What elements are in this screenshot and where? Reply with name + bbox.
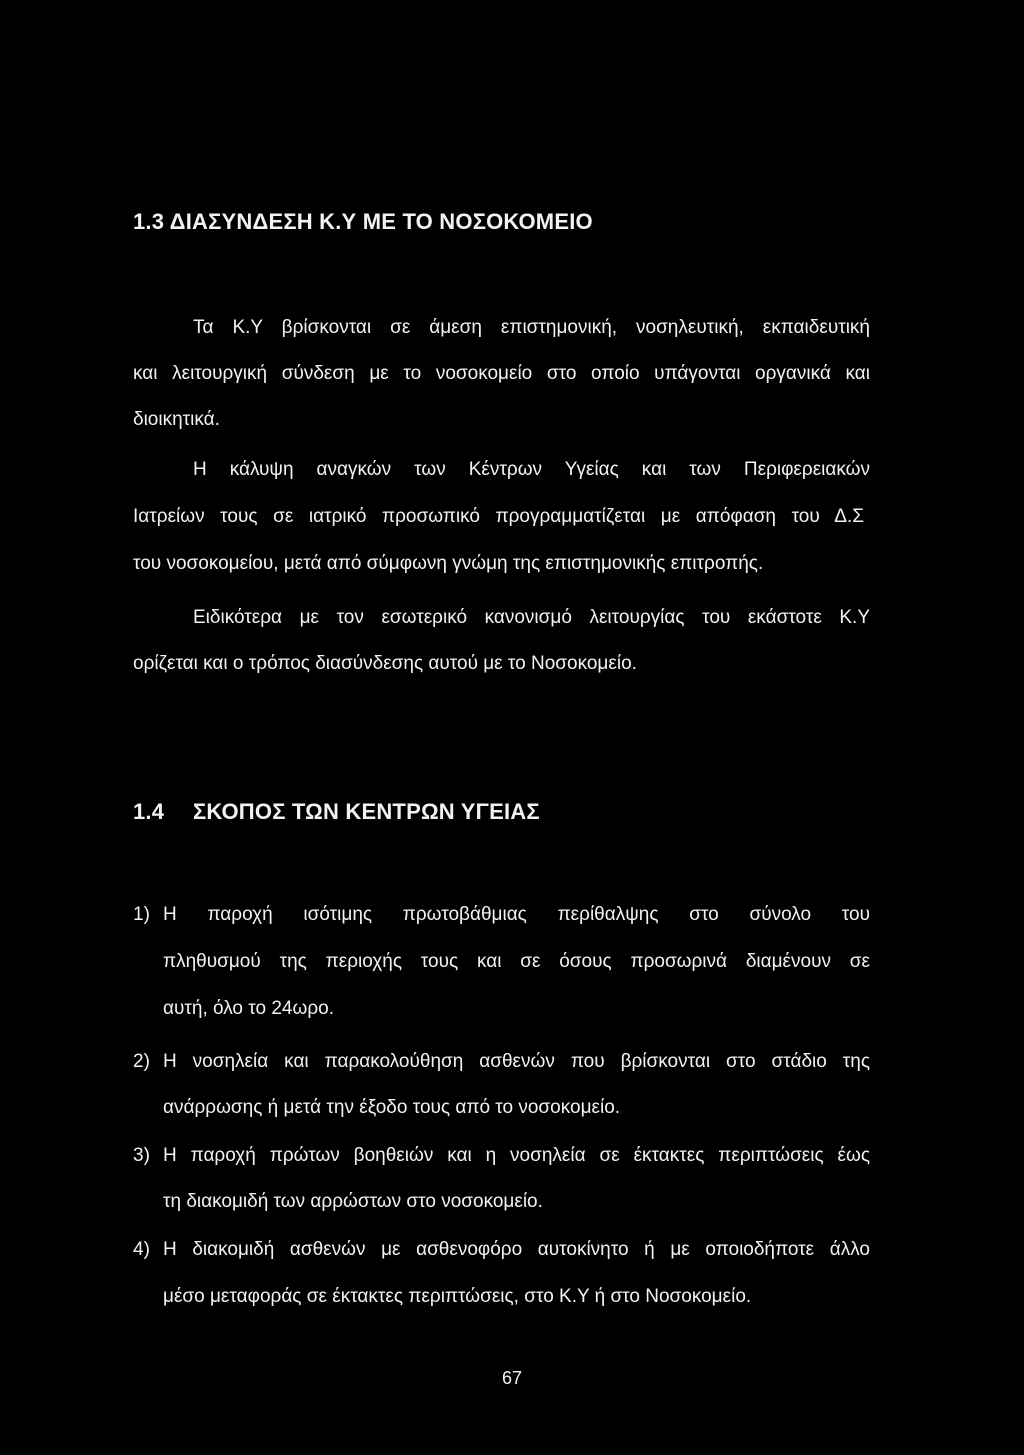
paragraph-line: Ιατρείων τους σε ιατρικό προσωπικό προγραμματίζεται με απόφαση του Δ.Σ	[133, 506, 864, 527]
list-item-line: τη διακομιδή των αρρώστων στο νοσοκομείο.	[163, 1191, 543, 1212]
paragraph-line: ορίζεται και ο τρόπος διασύνδεσης αυτού με το Νοσοκομείο.	[133, 653, 637, 674]
list-item-line: Η παροχή ισότιμης πρωτοβάθμιας περίθαλψης στο σύνολο του	[163, 904, 870, 925]
list-item-number: 2)	[133, 1051, 150, 1072]
list-item-line: πληθυσμού της περιοχής τους και σε όσους προσωρινά διαμένουν σε	[163, 951, 870, 972]
list-item-number: 4)	[133, 1239, 150, 1260]
section-1-3-heading: 1.3 ΔΙΑΣΥΝΔΕΣΗ Κ.Υ ΜΕ ΤΟ ΝΟΣΟΚΟΜΕΙΟ	[133, 209, 593, 234]
paragraph-line: διοικητικά.	[133, 409, 220, 430]
list-item-line: μέσο μεταφοράς σε έκτακτες περιπτώσεις, στο Κ.Υ ή στο Νοσοκομείο.	[163, 1286, 752, 1307]
list-item-line: ανάρρωσης ή μετά την έξοδο τους από το νοσοκομείο.	[163, 1097, 621, 1118]
section-1-4-title: ΣΚΟΠΟΣ ΤΩΝ ΚΕΝΤΡΩΝ ΥΓΕΙΑΣ	[193, 799, 540, 824]
paragraph-line: του νοσοκομείου, μετά από σύμφωνη γνώμη της επιστημονικής επιτροπής.	[133, 553, 764, 574]
section-1-4-number: 1.4	[133, 799, 165, 824]
page-number: 67	[501, 1368, 523, 1388]
paragraph-line: Τα Κ.Υ βρίσκονται σε άμεση επιστημονική, νοσηλευτική, εκπαιδευτική	[193, 317, 870, 338]
list-item-line: Η νοσηλεία και παρακολούθηση ασθενών που βρίσκονται στο στάδιο της	[163, 1051, 870, 1072]
list-item-number: 1)	[133, 904, 150, 925]
list-item-line: Η διακομιδή ασθενών με ασθενοφόρο αυτοκίνητο ή με οποιοδήποτε άλλο	[163, 1239, 870, 1260]
list-item-number: 3)	[133, 1145, 150, 1166]
list-item-line: Η παροχή πρώτων βοηθειών και η νοσηλεία σε έκτακτες περιπτώσεις έως	[163, 1145, 870, 1166]
list-item-line: αυτή, όλο το 24ωρο.	[163, 998, 334, 1019]
paragraph-line: και λειτουργική σύνδεση με το νοσοκομείο στο οποίο υπάγονται οργανικά και	[133, 363, 870, 384]
paragraph-line: Ειδικότερα με τον εσωτερικό κανονισμό λειτουργίας του εκάστοτε Κ.Υ	[193, 607, 870, 628]
paragraph-line: Η κάλυψη αναγκών των Κέντρων Υγείας και των Περιφερειακών	[193, 459, 870, 480]
